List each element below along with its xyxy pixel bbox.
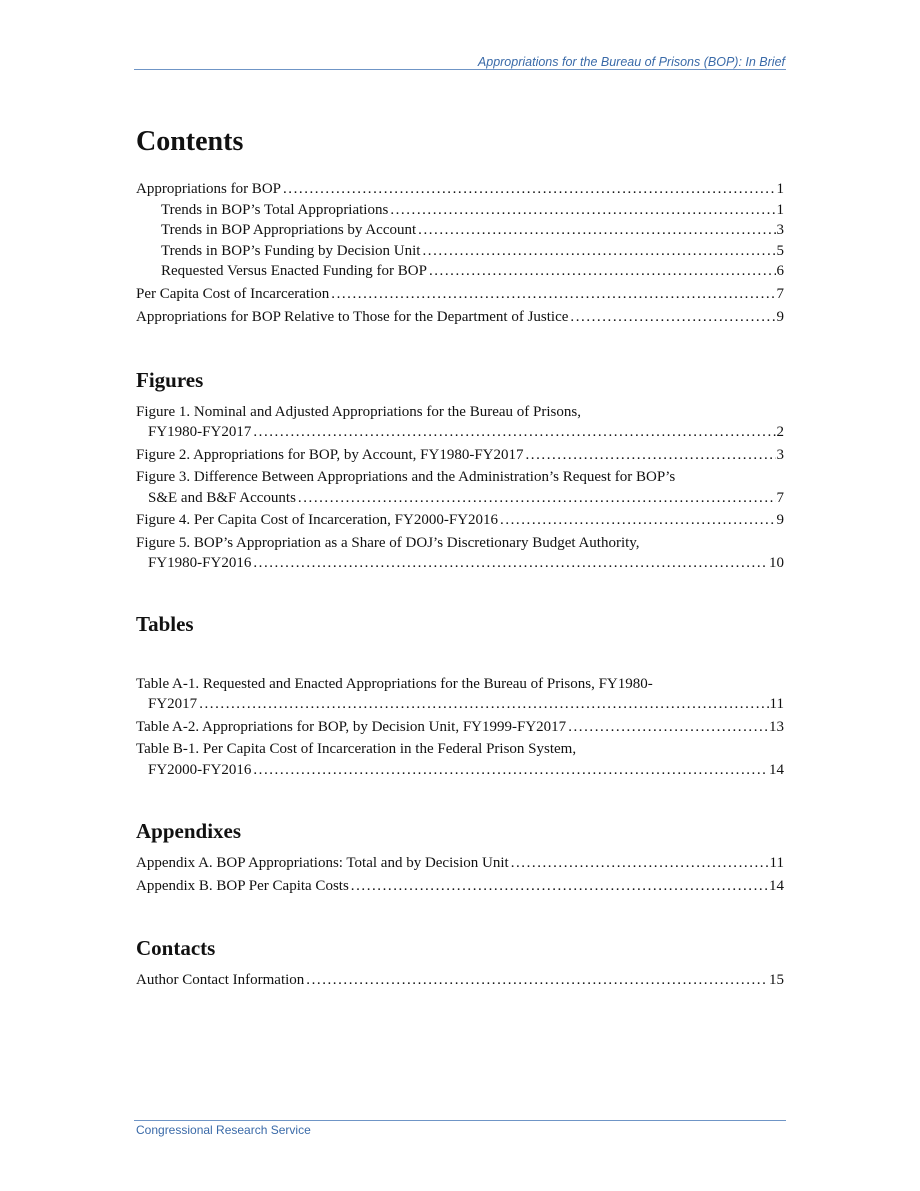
dot-leader bbox=[351, 876, 768, 897]
toc-entry[interactable] bbox=[136, 876, 784, 897]
dot-leader bbox=[418, 220, 775, 241]
figures-heading: Figures bbox=[136, 367, 204, 392]
dot-leader bbox=[253, 553, 768, 574]
toc-entry[interactable] bbox=[136, 533, 784, 574]
toc-entry[interactable] bbox=[136, 284, 784, 305]
toc-entry-text: Appendix B. BOP Per Capita Costs bbox=[136, 877, 349, 894]
dot-leader bbox=[298, 488, 776, 509]
appendixes-heading: Appendixes bbox=[136, 819, 242, 843]
dot-leader bbox=[253, 422, 775, 443]
toc-entry-text: Figure 1. Nominal and Adjusted Appropriations for the Bureau of Prisons, bbox=[136, 403, 581, 420]
dot-leader bbox=[199, 694, 768, 715]
toc-entry[interactable] bbox=[136, 261, 784, 282]
toc-entry-text: Table A-2. Appropriations for BOP, by Decision Unit, FY1999-FY2017 bbox=[136, 718, 567, 735]
toc-entry-page: 7 bbox=[776, 489, 784, 506]
dot-leader bbox=[422, 241, 775, 262]
toc-entry-text: Per Capita Cost of Incarceration bbox=[136, 285, 330, 302]
toc-entry-text: Appropriations for BOP Relative to Those for the Department of Justice bbox=[136, 309, 569, 325]
toc-entry-text: Figure 3. Difference Between Appropriations and the Administration’s Request for BOP’s bbox=[136, 469, 676, 485]
contents-heading: Contents bbox=[136, 126, 244, 157]
toc-entry-text: Table A-1. Requested and Enacted Appropriations for the Bureau of Prisons, FY1980- bbox=[136, 675, 653, 692]
toc-entry-page: 15 bbox=[769, 972, 784, 988]
toc-entry-page: 11 bbox=[769, 696, 784, 712]
toc-entry-text: Trends in BOP Appropriations by Account bbox=[161, 222, 417, 238]
toc-entry-page: 11 bbox=[769, 855, 784, 871]
toc-entry[interactable] bbox=[136, 241, 784, 262]
toc-entry[interactable] bbox=[136, 853, 784, 874]
dot-leader bbox=[390, 200, 775, 221]
toc-entry[interactable] bbox=[136, 467, 784, 508]
tables-heading: Tables bbox=[136, 611, 194, 636]
toc-entry[interactable] bbox=[136, 510, 784, 531]
toc-entry-page: 6 bbox=[776, 263, 784, 279]
dot-leader bbox=[526, 445, 776, 466]
toc-entry-page: 1 bbox=[776, 181, 784, 197]
dot-leader bbox=[500, 510, 775, 531]
footer-organization: Congressional Research Service bbox=[136, 1123, 311, 1137]
dot-leader bbox=[283, 179, 776, 200]
toc-entry-text: Figure 2. Appropriations for BOP, by Account, FY1980-FY2017 bbox=[136, 446, 524, 463]
toc-entry-text: Figure 5. BOP’s Appropriation as a Share of DOJ’s Discretionary Budget Authority, bbox=[136, 534, 640, 551]
toc-entry[interactable] bbox=[136, 402, 784, 443]
toc-entry-text: Trends in BOP’s Funding by Decision Unit bbox=[161, 242, 421, 259]
dot-leader bbox=[570, 307, 775, 328]
toc-entry[interactable] bbox=[136, 445, 784, 466]
toc-entry-page: 9 bbox=[776, 512, 784, 528]
toc-entry[interactable] bbox=[136, 307, 784, 328]
toc-entry-text: Appendix A. BOP Appropriations: Total and by Decision Unit bbox=[136, 855, 509, 871]
toc-entry[interactable] bbox=[136, 674, 784, 715]
toc-entry[interactable] bbox=[136, 220, 784, 241]
toc-entry-text: Trends in BOP’s Total Appropriations bbox=[161, 201, 389, 218]
toc-entry[interactable] bbox=[136, 739, 784, 780]
toc-entry-text: Author Contact Information bbox=[136, 972, 305, 988]
header-rule bbox=[134, 69, 786, 70]
toc-entry-page: 5 bbox=[776, 242, 784, 259]
toc-entry-text: Figure 4. Per Capita Cost of Incarceration, FY2000-FY2016 bbox=[136, 512, 499, 528]
dot-leader bbox=[306, 970, 768, 991]
table-of-contents bbox=[136, 122, 784, 991]
toc-entry-page: 1 bbox=[776, 201, 784, 218]
toc-entry-page: 7 bbox=[776, 285, 784, 302]
dot-leader bbox=[429, 261, 776, 282]
toc-entry-page: 14 bbox=[769, 877, 784, 894]
toc-entry-page: 2 bbox=[776, 424, 784, 440]
toc-entry-text: Table B-1. Per Capita Cost of Incarceration in the Federal Prison System, bbox=[136, 741, 577, 757]
toc-entry[interactable] bbox=[136, 717, 784, 738]
toc-entry[interactable] bbox=[136, 179, 784, 200]
toc-entry-page: 9 bbox=[776, 309, 784, 325]
dot-leader bbox=[331, 284, 775, 305]
toc-entry-text: Requested Versus Enacted Funding for BOP bbox=[161, 263, 427, 279]
toc-entry[interactable] bbox=[136, 200, 784, 221]
footer-rule bbox=[134, 1120, 786, 1121]
toc-entry-text: S&E and B&F Accounts bbox=[148, 489, 296, 506]
toc-entry-page: 3 bbox=[776, 446, 784, 463]
dot-leader bbox=[568, 717, 768, 738]
toc-entry-page: 14 bbox=[769, 761, 784, 778]
running-header: Appropriations for the Bureau of Prisons (BOP): In Brief bbox=[477, 55, 785, 69]
toc-entry-text: FY1980-FY2017 bbox=[148, 424, 252, 440]
toc-entry-page: 13 bbox=[769, 718, 784, 735]
toc-entry-page: 10 bbox=[769, 555, 784, 571]
dot-leader bbox=[253, 760, 768, 781]
toc-entry-text: FY2000-FY2016 bbox=[148, 761, 252, 778]
toc-entry-text: Appropriations for BOP bbox=[136, 181, 281, 197]
toc-entry-text: FY1980-FY2016 bbox=[148, 555, 252, 571]
dot-leader bbox=[511, 853, 769, 874]
toc-entry-text: FY2017 bbox=[148, 696, 198, 712]
toc-entry[interactable] bbox=[136, 970, 784, 991]
contacts-heading: Contacts bbox=[136, 936, 216, 960]
toc-entry-page: 3 bbox=[776, 222, 784, 238]
